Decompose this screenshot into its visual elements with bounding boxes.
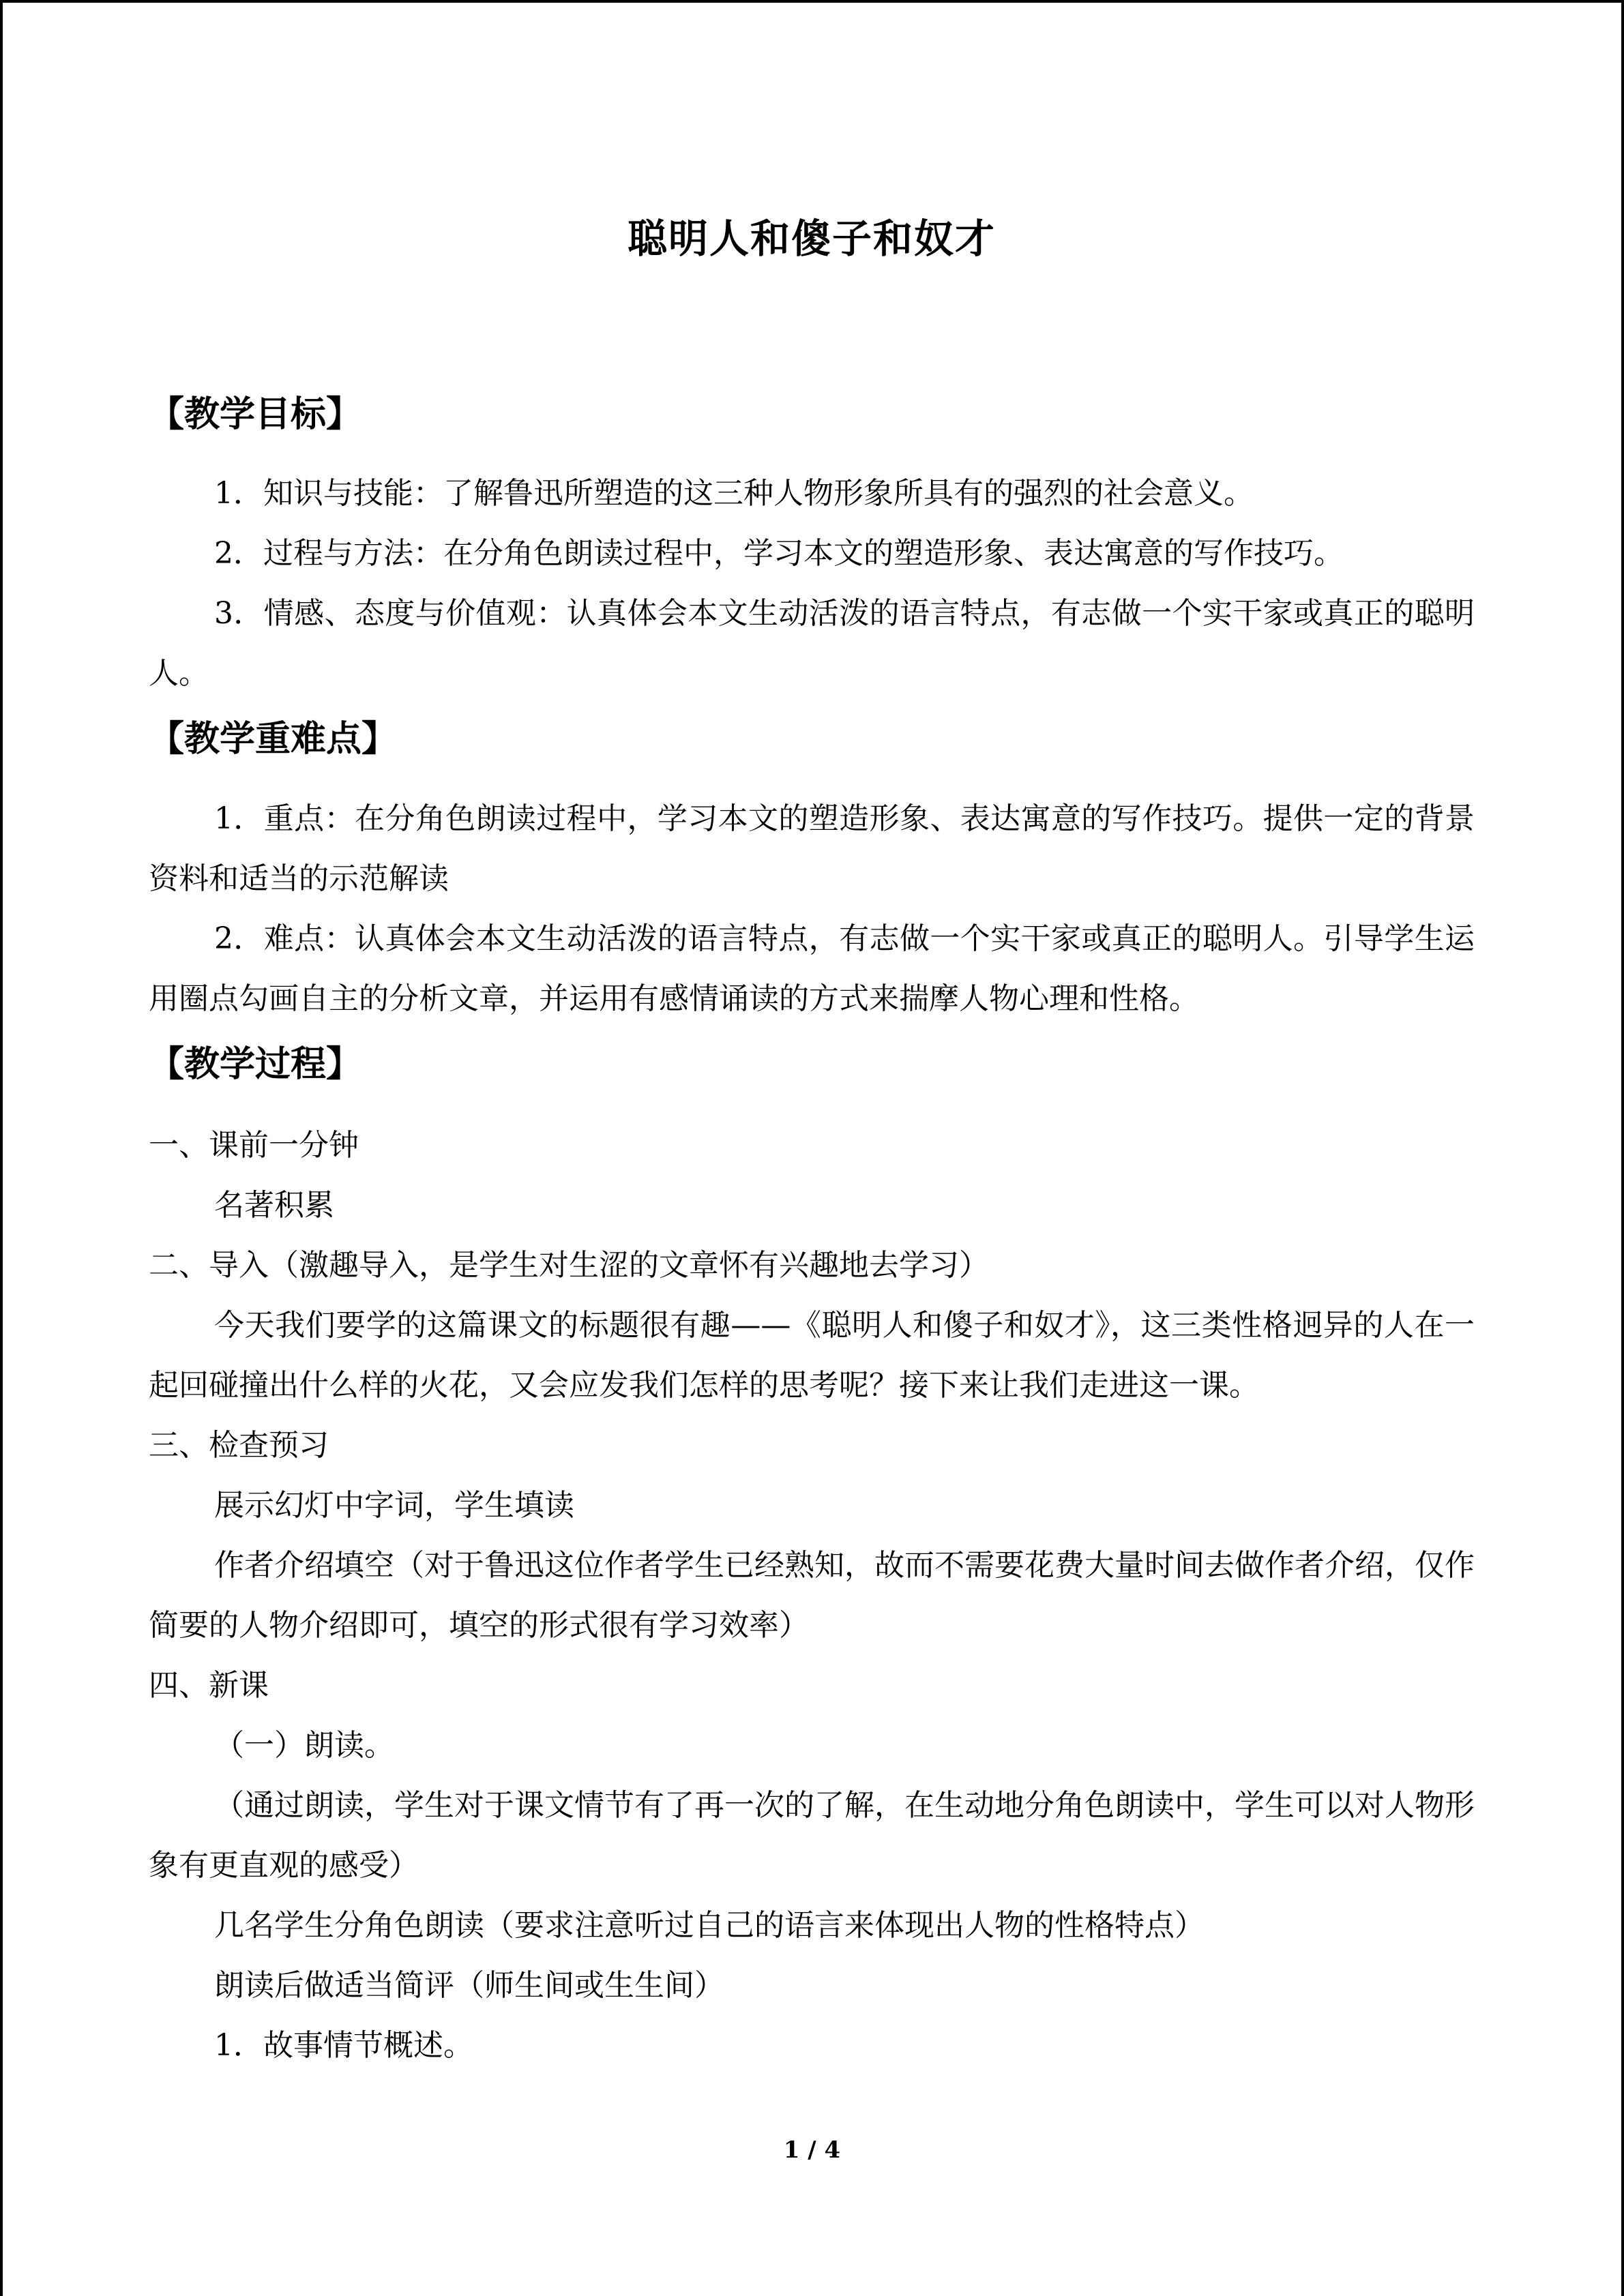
page-number: 1 / 4 [783,2136,841,2164]
process-line-2: 名著积累 [214,1188,334,1223]
process-line-13: 1．故事情节概述。 [214,2028,473,2063]
objective-item-2: 2．过程与方法：在分角色朗读过程中，学习本文的塑造形象、表达寓意的写作技巧。 [214,536,1344,571]
process-line-1: 一、课前一分钟 [149,1128,359,1163]
section-heading-process: 【教学过程】 [149,1043,362,1085]
process-line-6: 展示幻灯中字词，学生填读 [214,1488,574,1523]
keypoint-item-1: 1．重点：在分角色朗读过程中，学习本文的塑造形象、表达寓意的写作技巧。提供一定的背景资料和适当的示范解读 [149,801,1475,896]
section-heading-objectives: 【教学目标】 [149,393,362,435]
process-line-12: 朗读后做适当简评（师生间或生生间） [214,1968,724,2003]
process-line-11: 几名学生分角色朗读（要求注意听过自己的语言来体现出人物的性格特点） [214,1908,1205,1943]
process-line-5: 三、检查预习 [149,1428,329,1463]
objective-item-1: 1．知识与技能：了解鲁迅所塑造的这三种人物形象所具有的强烈的社会意义。 [214,476,1254,511]
section-heading-keypoints: 【教学重难点】 [149,718,398,760]
process-line-4: 今天我们要学的这篇课文的标题很有趣——《聪明人和傻子和奴才》，这三类性格迥异的人在一起回碰撞出什么样的火花，又会应发我们怎样的思考呢？接下来让我们走进这一课。 [149,1308,1475,1403]
process-line-3: 二、导入（激趣导入，是学生对生涩的文章怀有兴趣地去学习） [149,1248,989,1283]
process-line-8: 四、新课 [149,1668,269,1703]
document-title: 聪明人和傻子和奴才 [627,215,996,262]
keypoint-item-2: 2．难点：认真体会本文生动活泼的语言特点，有志做一个实干家或真正的聪明人。引导学生运用圈点勾画自主的分析文章，并运用有感情诵读的方式来揣摩人物心理和性格。 [149,921,1475,1016]
process-line-10: （通过朗读，学生对于课文情节有了再一次的了解，在生动地分角色朗读中，学生可以对人物形象有更直观的感受） [149,1788,1475,1883]
process-line-9: （一）朗读。 [214,1728,394,1763]
process-line-7: 作者介绍填空（对于鲁迅这位作者学生已经熟知，故而不需要花费大量时间去做作者介绍，仅作简要的人物介绍即可，填空的形式很有学习效率） [149,1548,1475,1643]
objective-item-3: 3．情感、态度与价值观：认真体会本文生动活泼的语言特点，有志做一个实干家或真正的聪明人。 [149,596,1475,691]
